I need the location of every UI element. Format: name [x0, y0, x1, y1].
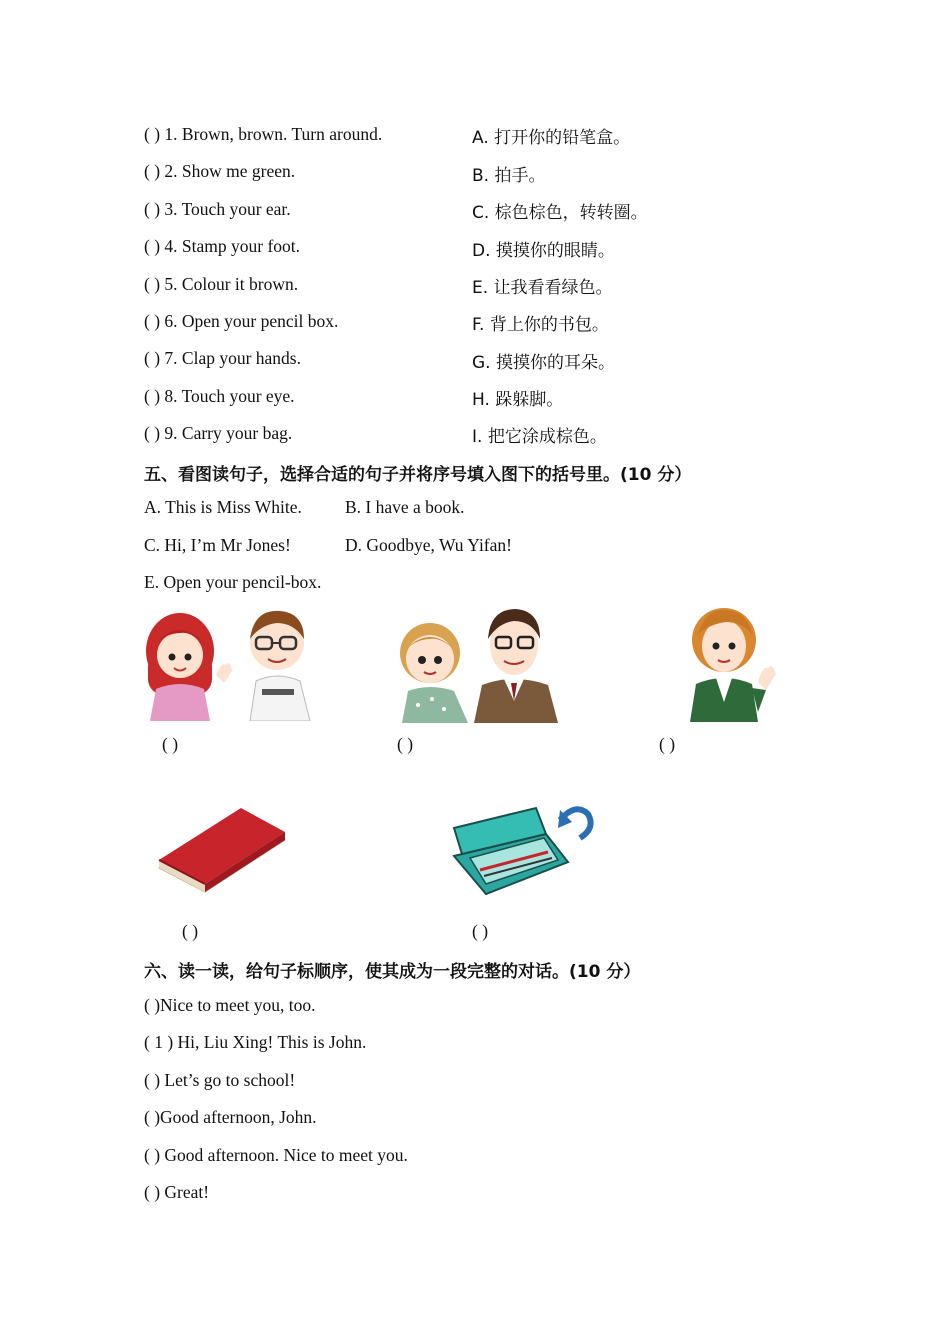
option-a: A. This is Miss White. [144, 497, 302, 517]
answer-blank-pic1[interactable]: ( ) [162, 734, 179, 754]
match-item-5: ( ) 5. Colour it brown. [144, 274, 299, 294]
option-c: C. Hi, I’m Mr Jones! [144, 535, 291, 555]
match-option-f: F. 背上你的书包。 [472, 315, 609, 335]
answer-blank-pic5[interactable]: ( ) [472, 921, 489, 941]
waving-teacher-illustration [686, 602, 782, 722]
option-b: B. I have a book. [345, 497, 465, 517]
match-item-8: ( ) 8. Touch your eye. [144, 386, 295, 406]
match-option-a: A. 打开你的铅笔盒。 [472, 128, 631, 148]
option-d: D. Goodbye, Wu Yifan! [345, 535, 512, 555]
girl-and-boy-illustration [144, 603, 319, 721]
match-item-3: ( ) 3. Touch your ear. [144, 199, 291, 219]
dialogue-line-1: ( )Nice to meet you, too. [144, 995, 316, 1015]
match-option-h: H. 跺躲脚。 [472, 390, 564, 410]
dialogue-line-2: ( 1 ) Hi, Liu Xing! This is John. [144, 1032, 367, 1052]
match-item-7: ( ) 7. Clap your hands. [144, 348, 301, 368]
match-item-6: ( ) 6. Open your pencil box. [144, 311, 339, 331]
red-book-illustration [145, 786, 295, 898]
dialogue-line-3: ( ) Let’s go to school! [144, 1070, 296, 1090]
answer-blank-pic4[interactable]: ( ) [182, 921, 199, 941]
girl-and-teacher-illustration [392, 605, 570, 723]
answer-blank-pic3[interactable]: ( ) [659, 734, 676, 754]
match-option-d: D. 摸摸你的眼睛。 [472, 241, 615, 261]
match-option-g: G. 摸摸你的耳朵。 [472, 353, 615, 373]
match-item-2: ( ) 2. Show me green. [144, 161, 296, 181]
match-item-9: ( ) 9. Carry your bag. [144, 423, 293, 443]
match-item-4: ( ) 4. Stamp your foot. [144, 236, 301, 256]
section5-heading: 五、看图读句子，选择合适的句子并将序号填入图下的括号里。(10 分） [144, 465, 692, 485]
match-option-b: B. 拍手。 [472, 166, 546, 186]
section6-heading: 六、读一读，给句子标顺序，使其成为一段完整的对话。(10 分） [144, 962, 641, 982]
option-e: E. Open your pencil-box. [144, 572, 322, 592]
match-option-i: I. 把它涂成棕色。 [472, 427, 607, 447]
match-item-1: ( ) 1. Brown, brown. Turn around. [144, 124, 383, 144]
match-option-c: C. 棕色棕色，转转圈。 [472, 203, 648, 223]
pencil-box-illustration [448, 800, 596, 900]
dialogue-line-4: ( )Good afternoon, John. [144, 1107, 317, 1127]
match-option-e: E. 让我看看绿色。 [472, 278, 613, 298]
dialogue-line-5: ( ) Good afternoon. Nice to meet you. [144, 1145, 408, 1165]
dialogue-line-6: ( ) Great! [144, 1182, 210, 1202]
answer-blank-pic2[interactable]: ( ) [397, 734, 414, 754]
